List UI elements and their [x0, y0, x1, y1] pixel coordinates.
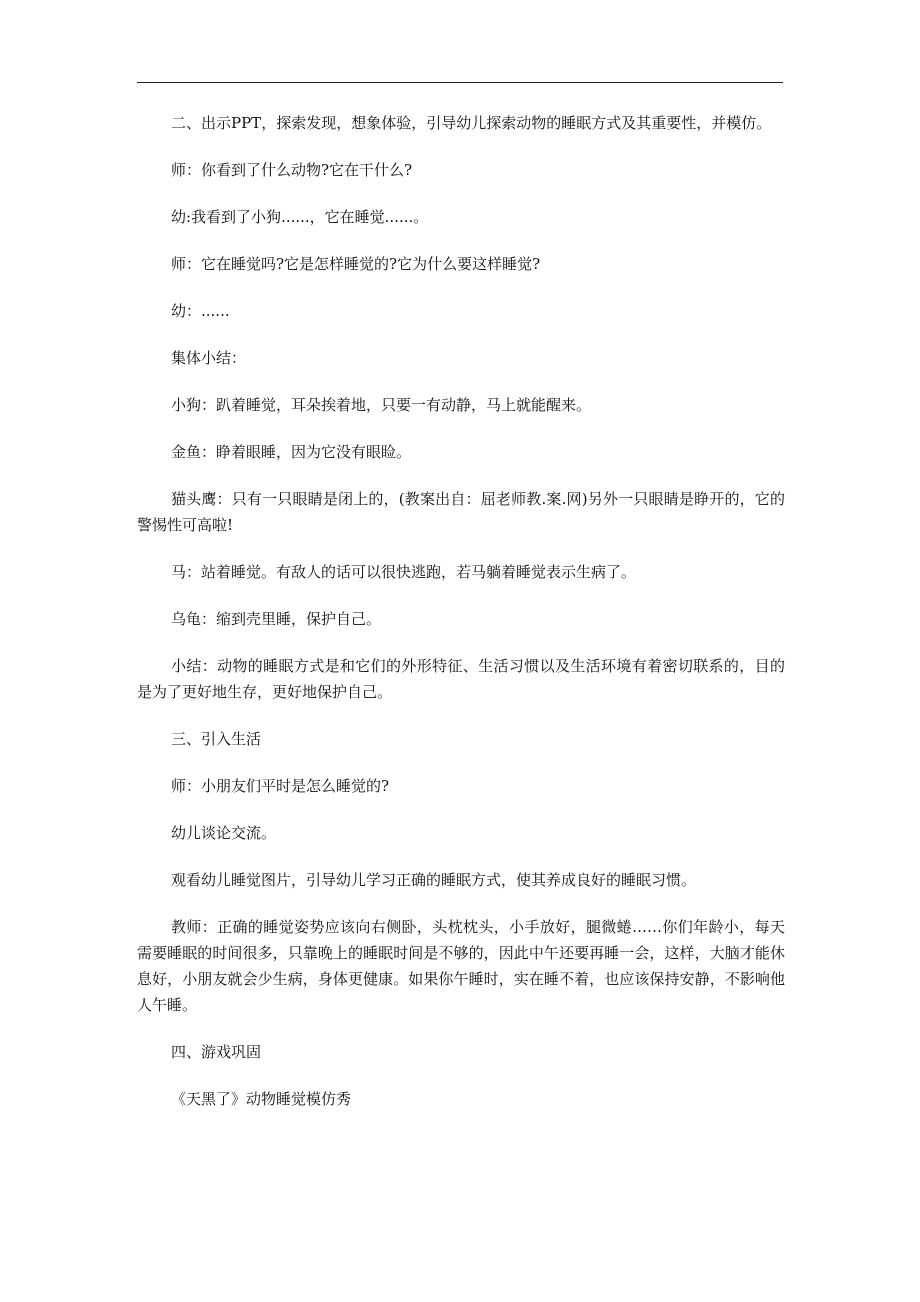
- dialogue-child-answer-2: 幼：......: [171, 302, 230, 320]
- document-body: [137, 110, 785, 1112]
- section-heading-2: 二、出示PPT，探索发现，想象体验，引导幼儿探索动物的睡眠方式及其重要性，并模仿。: [171, 114, 772, 132]
- animal-goldfish: 金鱼：睁着眼睡，因为它没有眼睑。: [171, 443, 412, 461]
- section-heading-4: 四、游戏巩固: [171, 1043, 262, 1061]
- game-title: 《天黑了》动物睡觉模仿秀: [171, 1090, 352, 1108]
- animal-turtle: 乌龟：缩到壳里睡，保护自己。: [171, 610, 382, 628]
- section-heading-3: 三、引入生活: [171, 730, 262, 748]
- watch-pictures-paragraph: 观看幼儿睡觉图片，引导幼儿学习正确的睡眠方式，使其养成良好的睡眠习惯。: [171, 871, 697, 889]
- dialogue-teacher-question-3: 师：小朋友们平时是怎么睡觉的?: [171, 777, 390, 795]
- header-rule: [137, 82, 783, 83]
- dialogue-teacher-question-2: 师：它在睡觉吗?它是怎样睡觉的?它为什么要这样睡觉?: [171, 255, 541, 273]
- animal-owl: 猫头鹰：只有一只眼睛是闭上的，(教案出自：屈老师教.案.网)另外一只眼睛是睁开的，它的警惕性可高啦!: [137, 490, 785, 534]
- group-summary-label: 集体小结：: [171, 349, 247, 367]
- dialogue-teacher-question-1: 师：你看到了什么动物?它在干什么?: [171, 161, 413, 179]
- child-discussion: 幼儿谈论交流。: [171, 824, 277, 842]
- dialogue-child-answer-1: 幼:我看到了小狗......，它在睡觉......。: [171, 208, 429, 226]
- animal-dog: 小狗：趴着睡觉，耳朵挨着地，只要一有动静，马上就能醒来。: [171, 396, 592, 414]
- summary-paragraph: 小结：动物的睡眠方式是和它们的外形特征、生活习惯以及生活环境有着密切联系的，目的是为了更好地生存，更好地保护自己。: [137, 657, 785, 701]
- animal-horse: 马：站着睡觉。有敌人的话可以很快逃跑，若马躺着睡觉表示生病了。: [171, 563, 637, 581]
- teacher-explanation: 教师：正确的睡觉姿势应该向右侧卧，头枕枕头，小手放好，腿微蜷……你们年龄小，每天需要睡眠的时间很多，只靠晚上的睡眠时间是不够的，因此中午还要再睡一会，这样，大脑才能休息好，小朋友就会少生病，身体更健康。如果你午睡时，实在睡不着，也应该保持安静，不影响他人午睡。: [137, 918, 785, 1014]
